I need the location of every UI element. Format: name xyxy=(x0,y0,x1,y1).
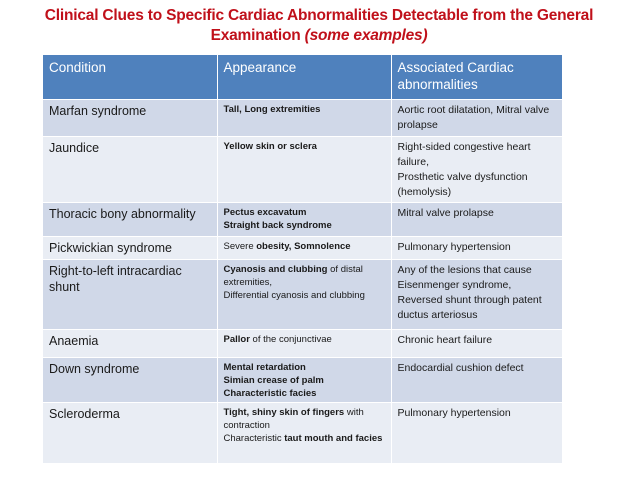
associated-cell xyxy=(391,330,562,358)
appearance-line xyxy=(224,206,385,219)
condition-cell: Scleroderma xyxy=(43,403,217,463)
condition-cell: Down syndrome xyxy=(43,358,217,403)
table-row xyxy=(43,403,562,463)
cardiac-clues-table xyxy=(43,55,562,463)
appearance-text: Characteristic xyxy=(223,433,285,444)
table-header-row xyxy=(43,55,562,100)
appearance-cell xyxy=(217,137,391,203)
table-row xyxy=(43,330,562,358)
associated-line: Any of the lesions that cause Eisenmenger syndrome, xyxy=(397,264,532,291)
appearance-text: Differential cyanosis and clubbing xyxy=(223,290,365,301)
appearance-line xyxy=(224,240,385,253)
condition-cell: Right-to-left intracardiac shunt xyxy=(43,260,217,330)
appearance-line xyxy=(224,333,385,346)
header-associated: Associated Cardiac abnormalities xyxy=(391,55,562,100)
associated-cell xyxy=(391,137,562,203)
title-line-2-main: Examination xyxy=(210,27,305,44)
associated-cell xyxy=(391,203,562,237)
associated-line: Right-sided congestive heart failure, xyxy=(397,141,531,168)
appearance-cell xyxy=(217,203,391,237)
appearance-text: Severe xyxy=(223,241,257,252)
appearance-text: Cyanosis and clubbing xyxy=(223,264,328,275)
header-appearance: Appearance xyxy=(217,55,391,100)
appearance-line xyxy=(224,374,385,387)
associated-line: Endocardial cushion defect xyxy=(397,362,524,374)
appearance-text: Straight back syndrome xyxy=(223,220,332,231)
appearance-text: of distal extremities, xyxy=(223,264,363,288)
title-subtitle: (some examples) xyxy=(304,27,428,44)
appearance-line xyxy=(224,140,385,153)
appearance-cell xyxy=(217,330,391,358)
appearance-text: Characteristic facies xyxy=(223,388,317,399)
condition-cell: Jaundice xyxy=(43,137,217,203)
associated-line: Reversed shunt through patent ductus arteriosus xyxy=(397,294,542,321)
associated-line: Pulmonary hypertension xyxy=(397,241,511,253)
table-row xyxy=(43,260,562,330)
associated-line: Prosthetic valve dysfunction (hemolysis) xyxy=(397,171,528,198)
appearance-line xyxy=(224,289,385,302)
condition-cell: Thoracic bony abnormality xyxy=(43,203,217,237)
associated-line: Pulmonary hypertension xyxy=(397,407,511,419)
appearance-cell xyxy=(217,403,391,463)
appearance-text: Mental retardation xyxy=(223,362,306,373)
appearance-line xyxy=(224,387,385,400)
appearance-text: Simian crease of palm xyxy=(223,375,324,386)
appearance-text: Pectus excavatum xyxy=(223,207,307,218)
appearance-cell xyxy=(217,237,391,260)
appearance-text: taut mouth and facies xyxy=(284,433,383,444)
appearance-line xyxy=(224,361,385,374)
appearance-text: Pallor xyxy=(223,334,250,345)
associated-cell xyxy=(391,358,562,403)
table-row xyxy=(43,100,562,137)
appearance-text: obesity, Somnolence xyxy=(256,241,351,252)
appearance-line xyxy=(224,219,385,232)
appearance-text: Tight, shiny skin of fingers xyxy=(223,407,345,418)
appearance-cell xyxy=(217,358,391,403)
associated-line: Aortic root dilatation, Mitral valve prolapse xyxy=(397,104,550,131)
condition-cell: Pickwickian syndrome xyxy=(43,237,217,260)
table-row xyxy=(43,358,562,403)
table-row xyxy=(43,237,562,260)
appearance-line xyxy=(224,103,385,116)
appearance-text: with contraction xyxy=(223,407,364,431)
associated-cell xyxy=(391,260,562,330)
associated-cell xyxy=(391,403,562,463)
associated-line: Mitral valve prolapse xyxy=(397,207,494,219)
associated-line: Chronic heart failure xyxy=(397,334,493,346)
table-row xyxy=(43,203,562,237)
title-line-1: Clinical Clues to Specific Cardiac Abnormalities Detectable from the General xyxy=(44,7,594,24)
title-line-2 xyxy=(0,26,638,46)
associated-cell xyxy=(391,100,562,137)
condition-cell: Marfan syndrome xyxy=(43,100,217,137)
appearance-cell xyxy=(217,260,391,330)
appearance-text: Yellow skin or sclera xyxy=(223,141,317,152)
appearance-cell xyxy=(217,100,391,137)
appearance-line xyxy=(224,406,385,432)
table-row xyxy=(43,137,562,203)
appearance-text: of the conjunctivae xyxy=(249,334,332,345)
appearance-line xyxy=(224,432,385,445)
header-condition: Condition xyxy=(43,55,217,100)
condition-cell: Anaemia xyxy=(43,330,217,358)
appearance-text: Tall, Long extremities xyxy=(223,104,321,115)
associated-cell xyxy=(391,237,562,260)
appearance-line xyxy=(224,263,385,289)
page-title xyxy=(0,6,638,46)
